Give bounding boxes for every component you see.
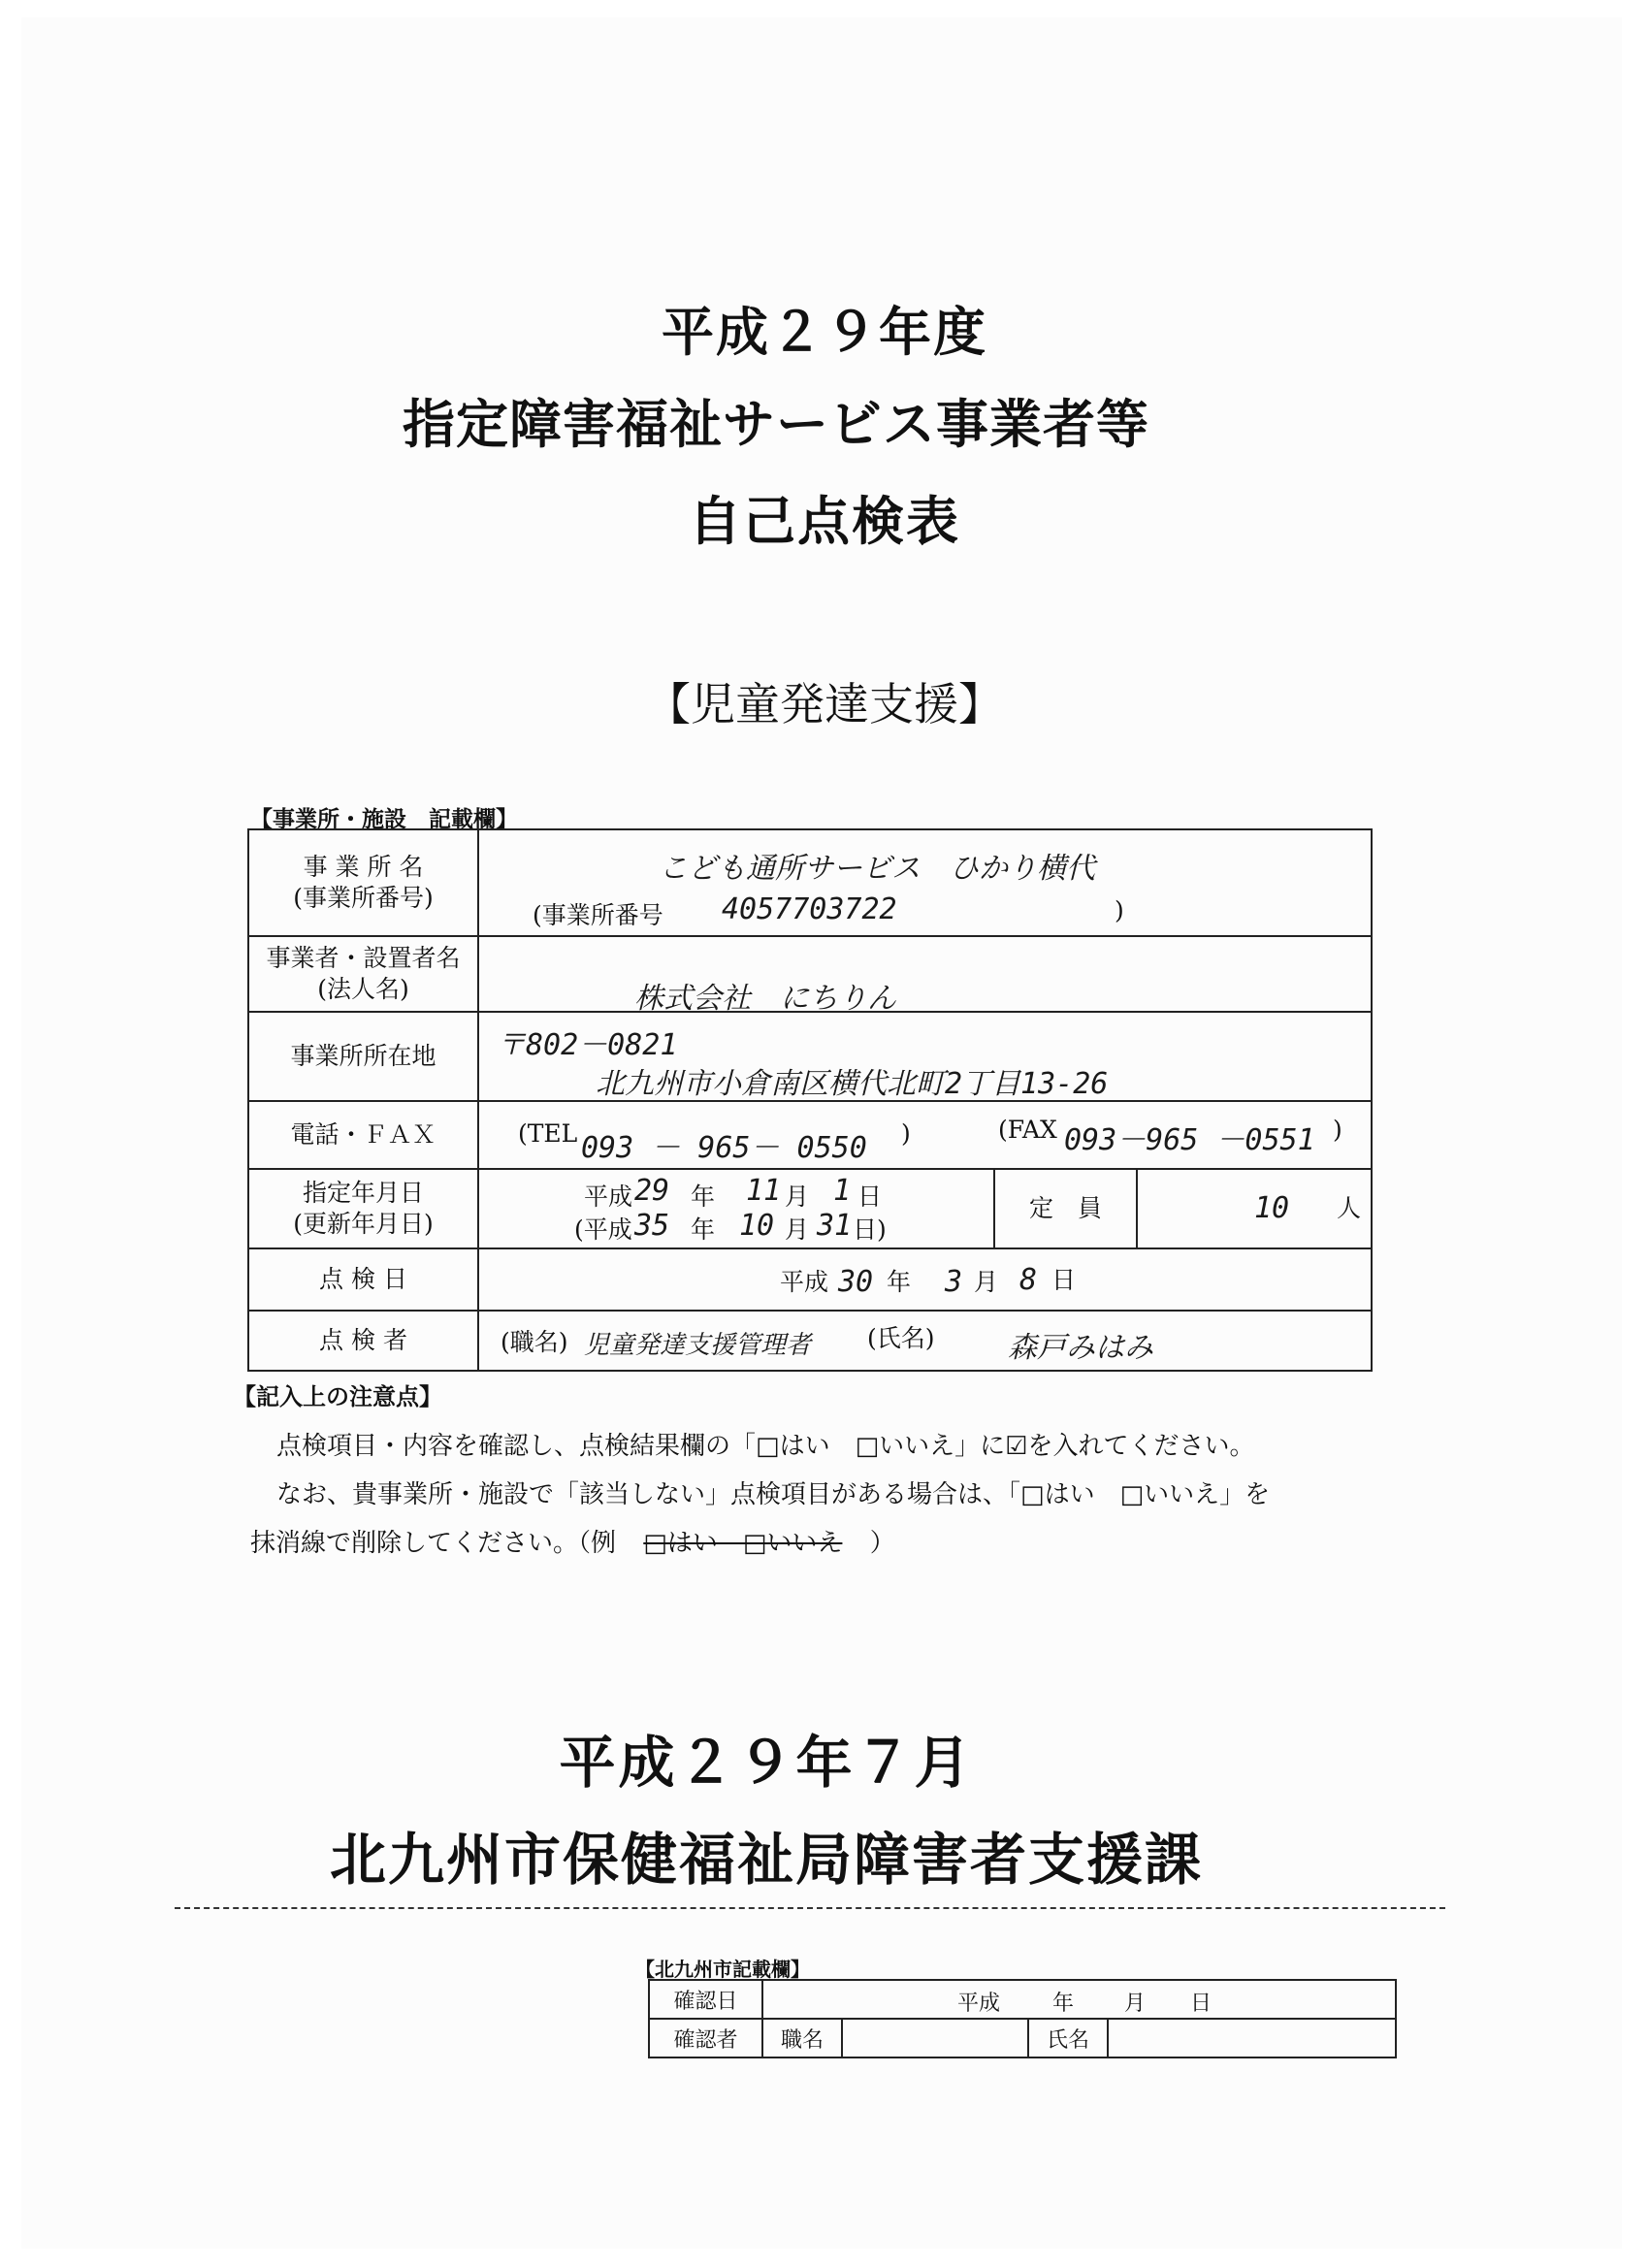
designation-month: 11 [746, 1174, 782, 1208]
renewal-month-unit: 月 [785, 1215, 810, 1244]
designation-label [248, 1169, 478, 1248]
inspection-month: 3 [945, 1265, 963, 1299]
facility-number-value: 4057703722 [722, 892, 897, 926]
fax-value: 093－965 －0551 [1064, 1123, 1315, 1157]
inspection-year: 30 [838, 1265, 874, 1299]
confirm-year-unit: 年 [1052, 1992, 1075, 2016]
city-name-label: 氏名 [1028, 2019, 1108, 2057]
tel-value: 093 － 965－ 0550 [581, 1131, 867, 1165]
designation-month-unit: 月 [785, 1183, 810, 1211]
row-inspector [248, 1311, 1372, 1371]
inspection-era: 平成 [780, 1268, 829, 1296]
document-title: 自己点検表 [689, 491, 960, 552]
renewal-day: 31 [817, 1209, 853, 1243]
city-job-input[interactable] [842, 2019, 1028, 2057]
tel-suffix: ) [901, 1119, 911, 1148]
capacity-label: 定 員 [994, 1169, 1137, 1248]
renewal-day-unit: 日) [853, 1215, 887, 1244]
service-type-heading: 【児童発達支援】 [646, 678, 1003, 730]
inspection-date-cell[interactable] [478, 1248, 1372, 1311]
row-operator [248, 936, 1372, 1012]
confirm-date-cell[interactable] [762, 1980, 1396, 2019]
facility-number-prefix: (事業所番号 [533, 901, 663, 929]
designation-year-unit: 年 [691, 1183, 716, 1211]
operator-label-line2: (法人名) [317, 975, 409, 1003]
renewal-era: (平成 [574, 1215, 632, 1244]
notes-line-3-close: ） [869, 1529, 895, 1558]
notes-line-3-text: 抹消線で削除してください。（例 [250, 1529, 617, 1558]
job-title-value: 児童発達支援管理者 [584, 1331, 812, 1360]
fax-suffix: ) [1333, 1116, 1342, 1144]
tel-prefix: (TEL [518, 1119, 578, 1148]
renewal-year: 35 [634, 1209, 670, 1243]
issue-date: 平成２９年７月 [559, 1730, 974, 1796]
facility-section-label: 【事業所・施設 記載欄】 [250, 807, 518, 832]
inspection-day: 8 [1019, 1263, 1038, 1297]
city-confirmation-table [648, 1979, 1397, 2058]
inspection-year-unit: 年 [887, 1268, 912, 1296]
designation-day-unit: 日 [857, 1183, 883, 1211]
inspection-date-label: 点 検 日 [248, 1248, 478, 1311]
document-subject-title: 指定障害福祉サービス事業者等 [403, 394, 1149, 455]
phone-fax-label: 電話・ＦＡＸ [248, 1101, 478, 1169]
notes-line-1: 点検項目・内容を確認し、点検結果欄の「□はい □いいえ」に☑を入れてください。 [276, 1432, 1255, 1461]
operator-label-line1: 事業者・設置者名 [266, 944, 461, 972]
facility-name-label-line1: 事 業 所 名 [303, 853, 424, 881]
row-address [248, 1012, 1372, 1101]
city-name-input[interactable] [1108, 2019, 1396, 2057]
row-phone-fax [248, 1101, 1372, 1169]
confirm-day-unit: 日 [1190, 1992, 1212, 2016]
capacity-unit: 人 [1337, 1194, 1362, 1222]
facility-name-label [248, 829, 478, 936]
phone-fax-cell[interactable] [478, 1101, 1372, 1169]
operator-value: 株式会社 にちりん [634, 982, 896, 1016]
row-designation [248, 1169, 1372, 1248]
renewal-month: 10 [739, 1209, 775, 1243]
person-name-value: 森戸みはみ [1008, 1331, 1153, 1365]
fax-prefix: (FAX [998, 1116, 1057, 1144]
operator-label [248, 936, 478, 1012]
address-cell[interactable] [478, 1012, 1372, 1101]
renewal-year-unit: 年 [691, 1215, 716, 1244]
person-name-prefix: (氏名) [867, 1324, 935, 1352]
notes-line-3 [250, 1523, 895, 1559]
facility-number-suffix: ) [1115, 896, 1124, 924]
inspector-cell[interactable] [478, 1311, 1372, 1371]
inspection-day-unit: 日 [1051, 1266, 1077, 1294]
confirm-era: 平成 [957, 1992, 1001, 2016]
designation-year: 29 [634, 1174, 670, 1208]
designation-label-line1: 指定年月日 [302, 1179, 424, 1207]
notes-strike-example: □はい □いいえ [643, 1529, 843, 1558]
city-row-confirm-date [649, 1980, 1396, 2019]
capacity-value: 10 [1254, 1191, 1290, 1225]
capacity-cell[interactable] [1137, 1169, 1372, 1248]
city-job-label: 職名 [762, 2019, 842, 2057]
inspection-month-unit: 月 [974, 1268, 999, 1296]
city-row-confirmer [649, 2019, 1396, 2057]
cut-line-divider [175, 1907, 1445, 1909]
notes-line-2: なお、貴事業所・施設で「該当しない」点検項目がある場合は、「□はい □いいえ」を [276, 1480, 1271, 1509]
issuing-department: 北九州市保健福祉局障害者支援課 [329, 1827, 1203, 1893]
operator-cell[interactable] [478, 936, 1372, 1016]
notes-heading: 【記入上の注意点】 [233, 1383, 442, 1410]
row-facility-name [248, 829, 1372, 936]
confirmer-label: 確認者 [649, 2019, 762, 2057]
facility-name-value: こども通所サービス ひかり横代 [659, 852, 1095, 886]
postal-code-value: 〒802－0821 [497, 1028, 678, 1062]
fiscal-year-title: 平成２９年度 [662, 302, 987, 363]
designation-era: 平成 [584, 1183, 633, 1211]
designation-label-line2: (更新年月日) [293, 1210, 434, 1238]
facility-name-label-line2: (事業所番号) [293, 884, 434, 912]
facility-name-cell[interactable] [478, 829, 1372, 936]
address-label: 事業所所在地 [248, 1012, 478, 1101]
designation-date-cell[interactable] [478, 1169, 994, 1248]
designation-day: 1 [833, 1174, 852, 1208]
city-box-label: 【北九州市記載欄】 [635, 1958, 810, 1981]
address-value: 北九州市小倉南区横代北町2丁目13-26 [596, 1067, 1109, 1101]
facility-form [247, 828, 1373, 1372]
inspector-label: 点 検 者 [248, 1311, 478, 1371]
row-inspection-date [248, 1248, 1372, 1311]
confirm-month-unit: 月 [1124, 1992, 1147, 2016]
job-title-prefix: (職名) [501, 1328, 568, 1356]
confirm-date-label: 確認日 [649, 1980, 762, 2019]
